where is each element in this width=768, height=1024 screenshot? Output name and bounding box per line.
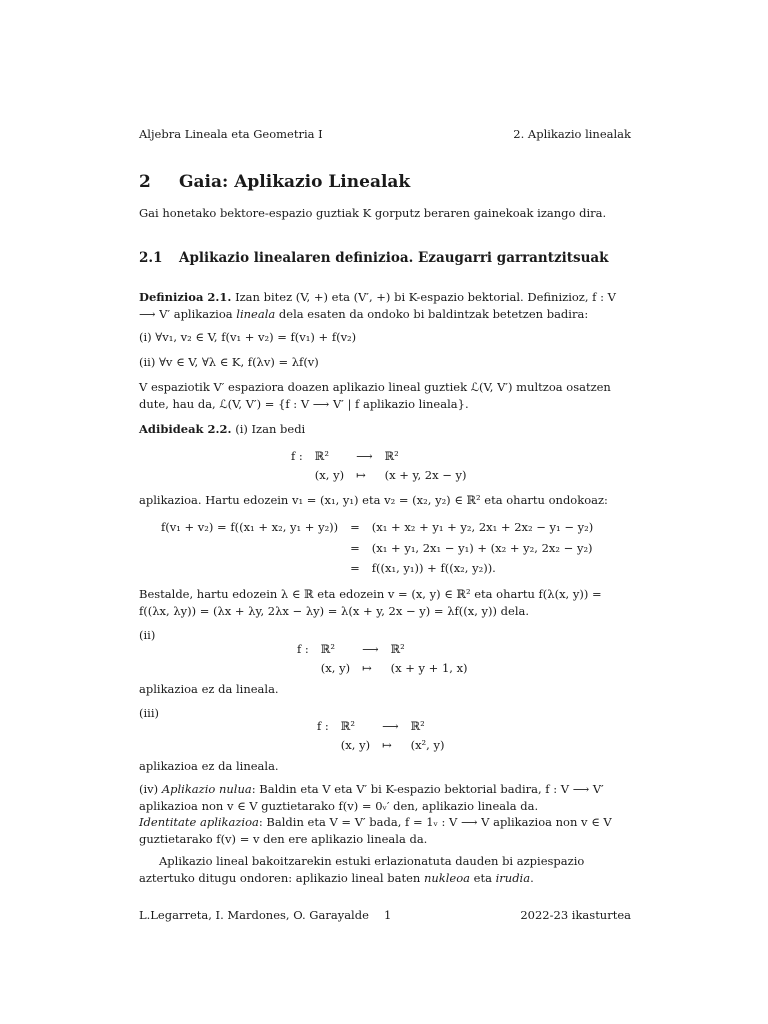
- example-iv-paragraph: [139, 781, 631, 848]
- identity-term: Identitate aplikazioa: [139, 815, 259, 830]
- eq-row-1-rel: =: [350, 520, 360, 534]
- eq-row-3-rel: =: [350, 561, 360, 576]
- identity-text: : Baldin eta V = V′ bada, f = 1ᵥ : V ⟶ V aplikazioa non v ∈ V guztietarako f(v) = v den ere aplikazio lineala da.: [139, 815, 612, 847]
- footer-year: 2022-23 ikasturtea: [520, 908, 631, 922]
- map-1-mapsto: ↦: [356, 467, 366, 482]
- map-1-domain: ℝ²: [314, 449, 329, 463]
- condition-i: (i) ∀v₁, v₂ ∈ V, f(v₁ + v₂) = f(v₁) + f(v₂): [139, 330, 357, 344]
- page-number: 1: [384, 908, 392, 922]
- example-iii-after: aplikazioa ez da lineala.: [139, 759, 279, 773]
- eq-row-2-rel: =: [350, 540, 360, 555]
- definition-term: lineala: [236, 306, 276, 321]
- eq-row-3-lhs: [161, 560, 338, 577]
- example-iv-term: Aplikazio nulua: [161, 782, 252, 796]
- running-header: [139, 126, 631, 143]
- eq-row-3-rhs: f((x₁, y₁)) + f((x₂, y₂)).: [371, 561, 496, 576]
- closing-text-2: eta: [470, 870, 496, 885]
- example-i-after: aplikazioa. Hartu edozein v₁ = (x₁, y₁) eta v₂ = (x₂, y₂) ∈ ℝ² eta ohartu ondokoaz:: [139, 493, 608, 507]
- map-2-f: f :: [297, 642, 309, 656]
- chapter-heading: [139, 170, 631, 195]
- equation-array: [161, 519, 593, 577]
- map-1-f: f :: [291, 449, 303, 463]
- example-iii-label: (iii): [139, 706, 160, 720]
- eq-row-2-rhs: (x₁ + y₁, 2x₁ − y₁) + (x₂ + y₂, 2x₂ − y₂): [371, 540, 593, 555]
- map-1-image: (x + y, 2x − y): [384, 467, 467, 482]
- map-3-element: (x, y): [340, 737, 371, 752]
- map-3-codomain: ℝ²: [410, 719, 425, 733]
- map-2-image: (x + y + 1, x): [390, 660, 468, 675]
- map-1-arrow: ⟶: [356, 449, 373, 463]
- map-2-arrow: ⟶: [362, 642, 379, 656]
- closing-text-3: .: [530, 870, 534, 885]
- condition-ii: (ii) ∀v ∈ V, ∀λ ∈ K, f(λv) = λf(v): [139, 355, 319, 369]
- definition-label: Definizioa 2.1.: [139, 290, 232, 304]
- closing-term-2: irudia: [495, 870, 531, 885]
- intro-paragraph: Gai honetako bektore-espazio guztiak K gorputz beraren gainekoak izango dira.: [139, 206, 607, 220]
- map-3-arrow: ⟶: [382, 719, 399, 733]
- chapter-title: Gaia: Aplikazio Linealak: [179, 172, 411, 192]
- definition-paragraph: [139, 289, 631, 322]
- closing-text-1: Aplikazio lineal bakoitzarekin estuki erlazionatuta dauden bi azpiespazio aztertuko ditugu ondoren: aplikazio lineal baten: [139, 854, 585, 885]
- footer-authors: L.Legarreta, I. Mardones, O. Garayalde: [139, 908, 369, 922]
- closing-paragraph: [139, 853, 631, 886]
- map-3-image: (x², y): [410, 737, 445, 752]
- example-ii-after: aplikazioa ez da lineala.: [139, 682, 279, 696]
- definition-text-2: dela esaten da ondoko bi baldintzak betetzen badira:: [275, 306, 589, 321]
- examples-label: Adibideak 2.2.: [139, 422, 232, 436]
- definition-after: V espaziotik V′ espaziora doazen aplikazio lineal guztiek ℒ(V, V′) multzoa osatzen dute, hau da, ℒ(V, V′) = {f : V ⟶ V′ | f aplikazio lineala}.: [139, 380, 611, 411]
- map-3-f: f :: [317, 719, 329, 733]
- definition-text-1: Izan bitez (V, +) eta (V′, +) bi K-espazio bektorial. Definizioz, f : V ⟶ V′ aplikazioa: [139, 290, 616, 321]
- header-right: 2. Aplikazio linealak: [513, 127, 631, 141]
- section-number: 2.1: [139, 250, 163, 266]
- eq-row-1-rhs: (x₁ + x₂ + y₁ + y₂, 2x₁ + 2x₂ − y₁ − y₂): [371, 520, 594, 534]
- running-footer: [139, 907, 631, 924]
- map-1: [291, 448, 467, 483]
- example-iv-text: : Baldin eta V eta V′ bi K-espazio bektorial badira, f : V ⟶ V′ aplikazioa non v ∈ V guztietarako f(v) = 0ᵥ′ den, aplikazio lineala da.: [139, 782, 604, 813]
- section-heading: [139, 249, 631, 269]
- example-ii-label: (ii): [139, 628, 156, 642]
- map-2-codomain: ℝ²: [390, 642, 405, 656]
- header-left: Aljebra Lineala eta Geometria I: [139, 127, 323, 141]
- map-1-element: (x, y): [314, 467, 345, 482]
- map-3: [317, 718, 444, 753]
- example-iv-prefix: (iv): [139, 782, 162, 796]
- section-title: Aplikazio linealaren definizioa. Ezaugarri garrantzitsuak: [179, 250, 609, 266]
- map-2-element: (x, y): [320, 660, 351, 675]
- map-2: [297, 641, 468, 676]
- closing-term-1: nukleoa: [423, 870, 470, 885]
- examples-paragraph: [139, 421, 631, 438]
- eq-row-1-lhs: f(v₁ + v₂) = f((x₁ + x₂, y₁ + y₂)): [161, 520, 339, 534]
- map-3-mapsto: ↦: [382, 737, 392, 752]
- eq-row-2-lhs: [161, 540, 338, 557]
- map-3-domain: ℝ²: [340, 719, 355, 733]
- example-i-linearity: Bestalde, hartu edozein λ ∈ ℝ eta edozein v = (x, y) ∈ ℝ² eta ohartu f(λ(x, y)) = f((λx, λy)) = (λx + λy, 2λx − λy) = λ(x + y, 2x − y) = λf((x, y)) dela.: [139, 587, 602, 618]
- map-2-domain: ℝ²: [320, 642, 335, 656]
- chapter-number: 2: [139, 172, 151, 192]
- examples-intro: (i) Izan bedi: [231, 422, 306, 436]
- map-1-codomain: ℝ²: [384, 449, 399, 463]
- document-page: [139, 0, 631, 1024]
- map-2-mapsto: ↦: [362, 660, 372, 675]
